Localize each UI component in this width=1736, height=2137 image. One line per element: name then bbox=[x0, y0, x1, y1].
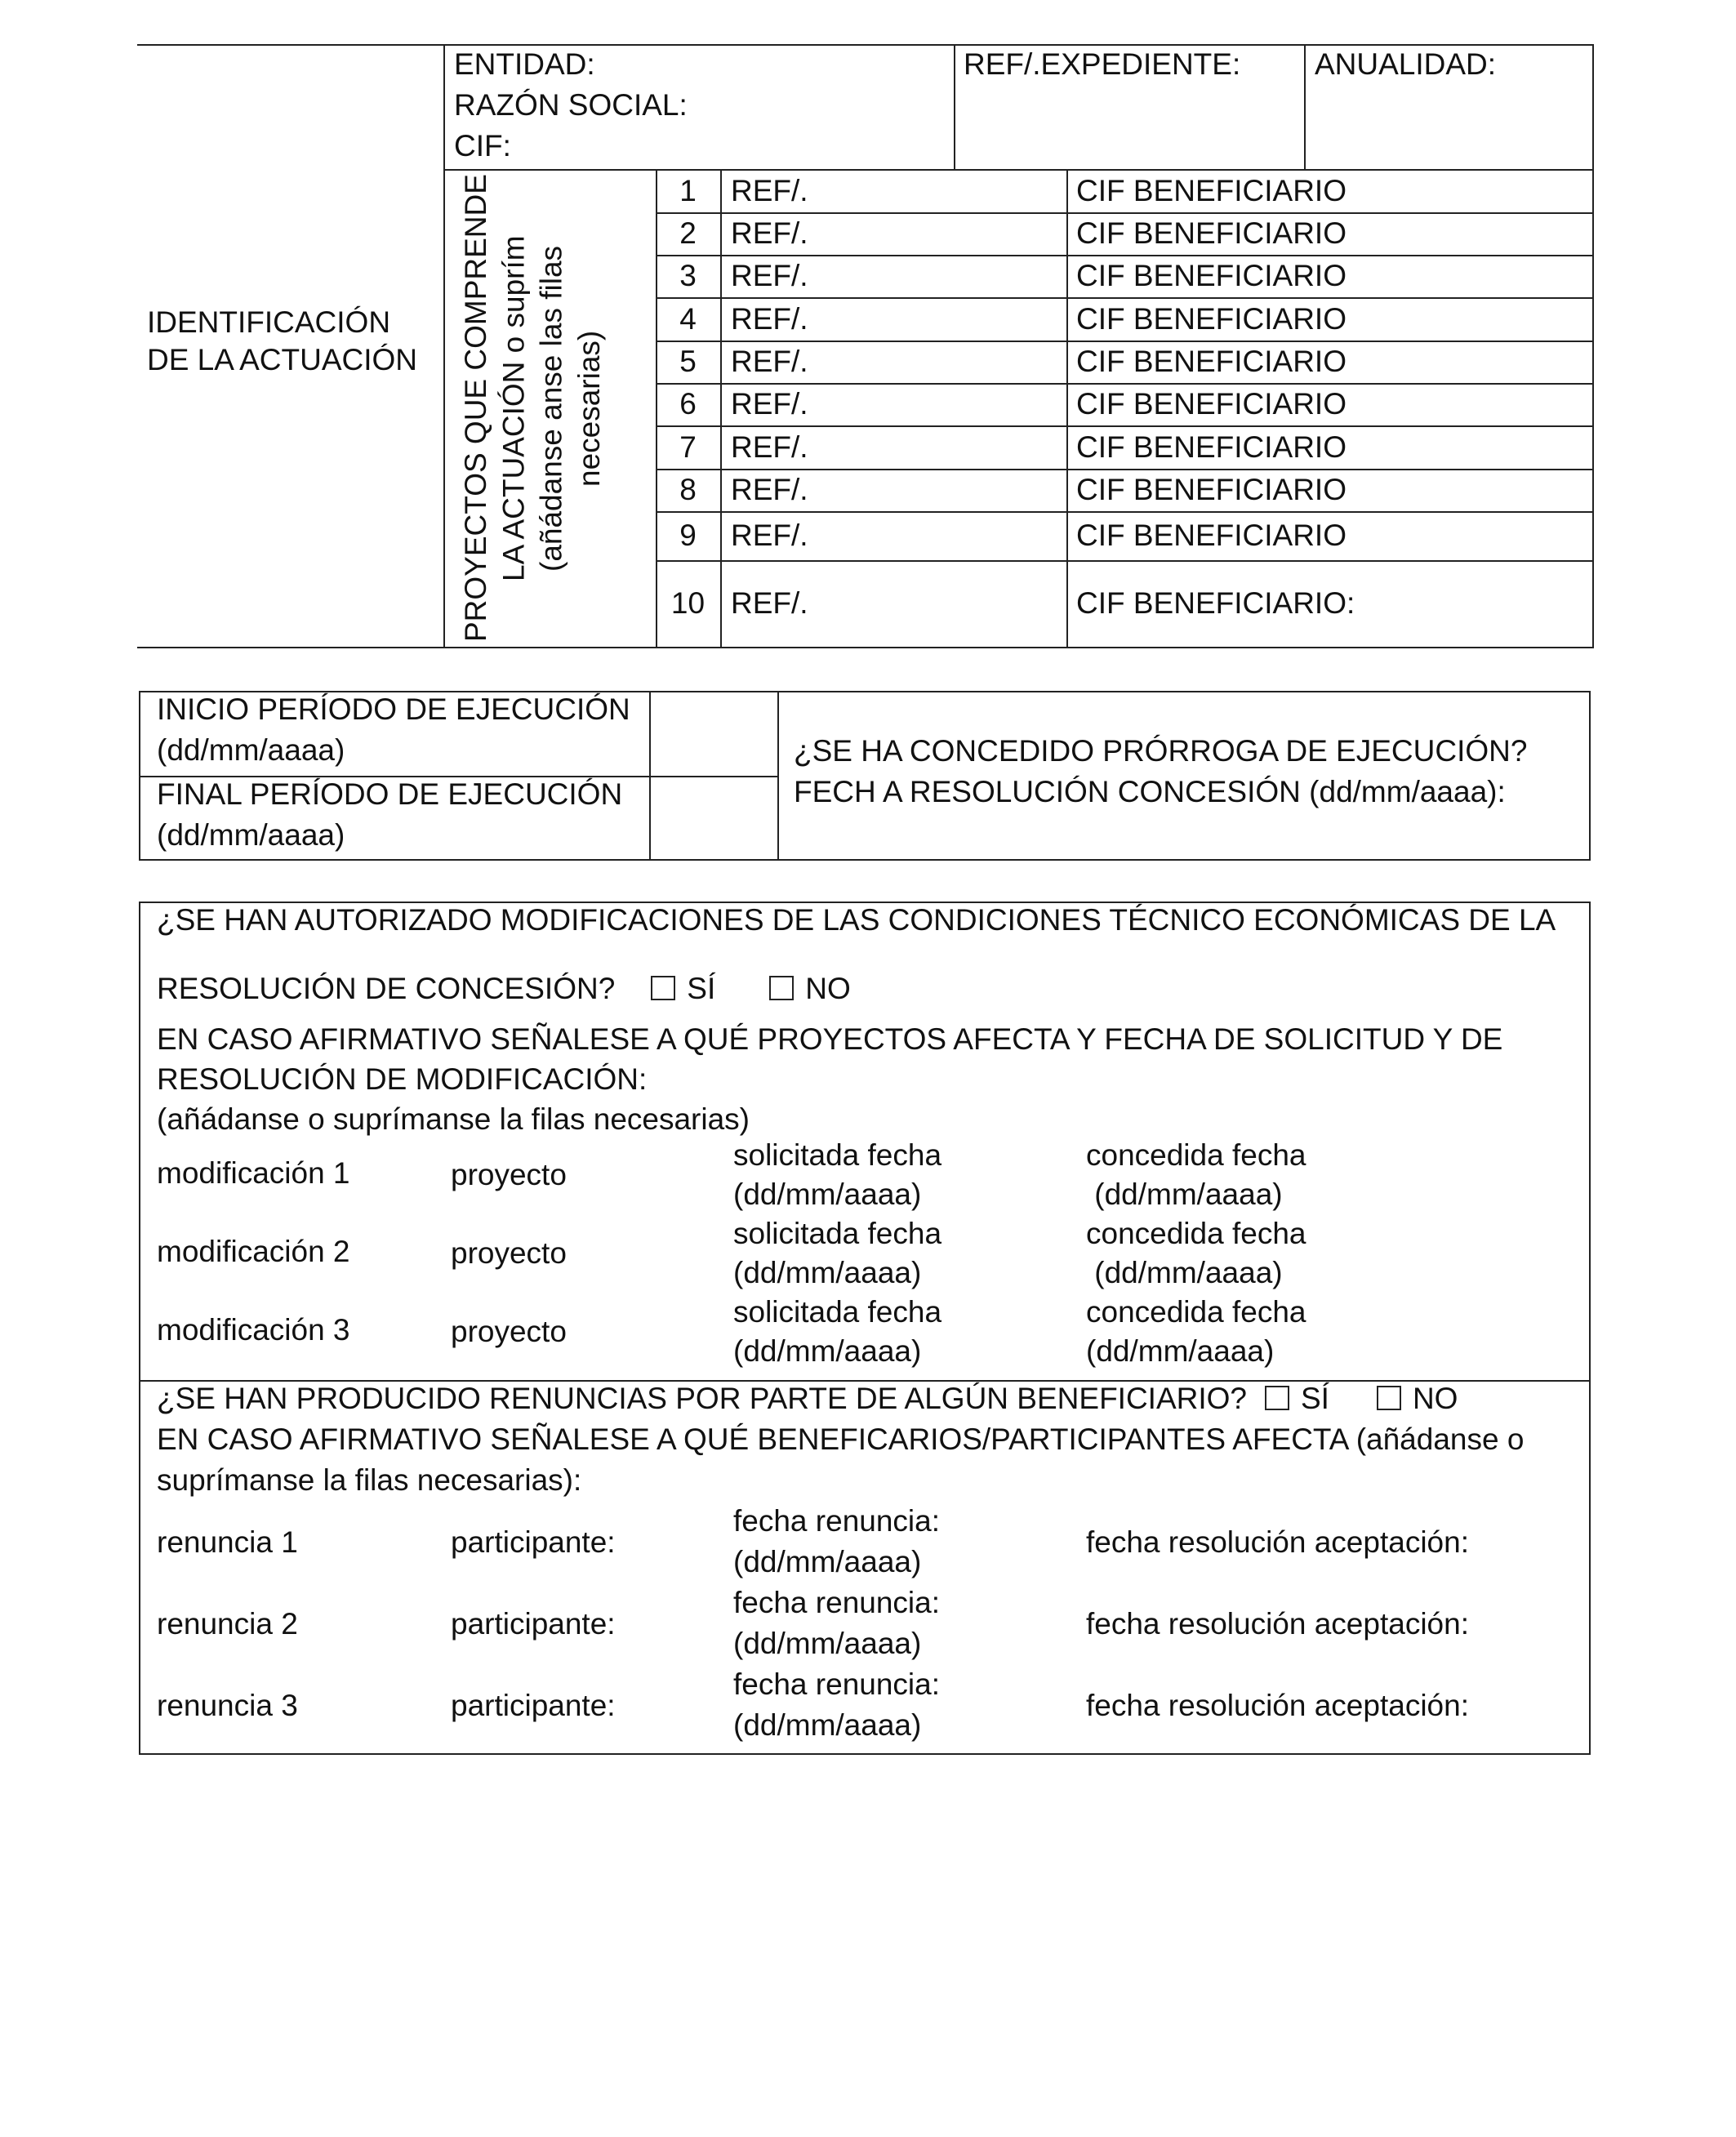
project-number: 2 bbox=[679, 216, 697, 250]
renunciations-yes-checkbox[interactable] bbox=[1265, 1386, 1289, 1410]
project-ref-label: REF/. bbox=[731, 586, 808, 620]
end-period-label: FINAL PERÍODO DE EJECUCIÓN bbox=[157, 777, 623, 811]
entity-label: ENTIDAD: bbox=[454, 47, 595, 81]
project-cif-label: CIF BENEFICIARIO bbox=[1076, 430, 1347, 464]
modification-requested-label: solicitada fecha bbox=[733, 1138, 942, 1172]
modification-row bbox=[139, 1137, 1591, 1215]
modification-label: modificación 3 bbox=[157, 1313, 350, 1347]
year-label: ANUALIDAD: bbox=[1315, 47, 1497, 81]
extension-cell bbox=[794, 732, 1527, 811]
renunciation-row bbox=[139, 1666, 1591, 1747]
project-ref-label: REF/. bbox=[731, 473, 808, 506]
end-period-value[interactable] bbox=[651, 777, 776, 859]
renunciations-question: ¿SE HAN PRODUCIDO RENUNCIAS POR PARTE DE ALGÚN BENEFICIARIO? bbox=[157, 1382, 1247, 1415]
modification-row bbox=[139, 1215, 1591, 1293]
projects-label-line3: (añádanse anse las filas bbox=[534, 245, 568, 572]
modification-granted-format: (dd/mm/aaaa) bbox=[1086, 1256, 1283, 1289]
modification-project: proyecto bbox=[451, 1315, 567, 1348]
section-label-line2: DE LA ACTUACIÓN bbox=[147, 343, 418, 377]
renunciation-label: renuncia 2 bbox=[157, 1607, 298, 1641]
renunciation-resolution-date: fecha resolución aceptación: bbox=[1086, 1607, 1469, 1641]
renunciations-instructions bbox=[157, 1421, 1524, 1499]
renunciations-no-label: NO bbox=[1412, 1382, 1458, 1415]
end-period-format: (dd/mm/aaaa) bbox=[157, 818, 345, 852]
projects-label-line4: necesarias) bbox=[572, 330, 606, 487]
modification-requested-label: solicitada fecha bbox=[733, 1217, 942, 1250]
project-number: 3 bbox=[679, 259, 697, 292]
modification-requested-date bbox=[733, 1293, 941, 1370]
projects-label-line2: LA ACTUACIÓN o suprím bbox=[496, 235, 531, 581]
renunciations-instructions-line1: EN CASO AFIRMATIVO SEÑALESE A QUÉ BENEFICARIOS/PARTICIPANTES AFECTA (añádanse o bbox=[157, 1422, 1525, 1456]
modifications-yes-label: SÍ bbox=[687, 972, 716, 1005]
modifications-yes-checkbox[interactable] bbox=[651, 976, 675, 1000]
extension-question: ¿SE HA CONCEDIDO PRÓRROGA DE EJECUCIÓN? bbox=[794, 734, 1528, 768]
modification-granted-label: concedida fecha bbox=[1086, 1217, 1306, 1250]
renunciation-date-label: fecha renuncia: bbox=[733, 1504, 941, 1538]
modification-label: modificación 2 bbox=[157, 1235, 350, 1268]
renunciation-date-format: (dd/mm/aaaa) bbox=[733, 1627, 922, 1660]
start-period-format: (dd/mm/aaaa) bbox=[157, 733, 345, 767]
renunciation-label: renuncia 1 bbox=[157, 1525, 298, 1559]
modification-requested-date bbox=[733, 1137, 941, 1213]
renunciation-date-label: fecha renuncia: bbox=[733, 1586, 941, 1619]
modification-requested-format: (dd/mm/aaaa) bbox=[733, 1256, 922, 1289]
renunciation-date bbox=[733, 1666, 940, 1744]
file-ref-label: REF/.EXPEDIENTE: bbox=[964, 47, 1241, 81]
modification-granted-date bbox=[1086, 1293, 1306, 1370]
renunciation-date bbox=[733, 1503, 940, 1581]
project-ref-label: REF/. bbox=[731, 216, 808, 250]
project-row bbox=[656, 169, 1594, 212]
extension-date-label: FECH A RESOLUCIÓN CONCESIÓN (dd/mm/aaaa): bbox=[794, 775, 1506, 808]
renunciations-yes-label: SÍ bbox=[1300, 1382, 1329, 1415]
start-period-label: INICIO PERÍODO DE EJECUCIÓN bbox=[157, 692, 630, 726]
project-row bbox=[656, 560, 1594, 647]
renunciation-resolution-date: fecha resolución aceptación: bbox=[1086, 1525, 1469, 1559]
renunciation-date-format: (dd/mm/aaaa) bbox=[733, 1708, 922, 1742]
modification-requested-date bbox=[733, 1215, 941, 1292]
project-ref-label: REF/. bbox=[731, 174, 808, 207]
modification-granted-label: concedida fecha bbox=[1086, 1295, 1306, 1329]
modifications-instructions bbox=[157, 1021, 1502, 1138]
project-ref-label: REF/. bbox=[731, 259, 808, 292]
projects-vertical-label bbox=[457, 173, 647, 643]
project-number: 1 bbox=[679, 174, 697, 207]
project-row bbox=[656, 212, 1594, 255]
end-period-cell bbox=[157, 776, 622, 854]
start-period-value[interactable] bbox=[651, 692, 776, 774]
renunciation-participant: participante: bbox=[451, 1607, 616, 1641]
cif-label: CIF: bbox=[454, 129, 511, 163]
project-cif-label: CIF BENEFICIARIO: bbox=[1076, 586, 1355, 620]
project-row bbox=[656, 297, 1594, 341]
project-number: 8 bbox=[679, 473, 697, 506]
project-cif-label: CIF BENEFICIARIO bbox=[1076, 216, 1347, 250]
project-number: 7 bbox=[679, 430, 697, 464]
modifications-question-line2: RESOLUCIÓN DE CONCESIÓN? bbox=[157, 972, 616, 1005]
modification-row bbox=[139, 1293, 1591, 1372]
project-ref-label: REF/. bbox=[731, 302, 808, 336]
project-number: 5 bbox=[679, 345, 697, 378]
project-number: 9 bbox=[679, 519, 697, 552]
project-row bbox=[656, 469, 1594, 511]
project-cif-label: CIF BENEFICIARIO bbox=[1076, 387, 1347, 421]
project-row bbox=[656, 425, 1594, 469]
renunciation-resolution-date: fecha resolución aceptación: bbox=[1086, 1689, 1469, 1722]
start-period-cell bbox=[157, 691, 630, 769]
modification-granted-format: (dd/mm/aaaa) bbox=[1086, 1334, 1275, 1368]
modification-granted-date bbox=[1086, 1215, 1306, 1292]
modification-requested-label: solicitada fecha bbox=[733, 1295, 942, 1329]
project-cif-label: CIF BENEFICIARIO bbox=[1076, 302, 1347, 336]
project-row bbox=[656, 341, 1594, 383]
modification-requested-format: (dd/mm/aaaa) bbox=[733, 1178, 922, 1211]
projects-label-line1: PROYECTOS QUE COMPRENDE bbox=[459, 174, 492, 643]
project-cif-label: CIF BENEFICIARIO bbox=[1076, 259, 1347, 292]
project-row bbox=[656, 255, 1594, 297]
modification-project: proyecto bbox=[451, 1236, 567, 1270]
renunciations-no-checkbox[interactable] bbox=[1377, 1386, 1401, 1410]
modifications-question-line2-row bbox=[157, 970, 851, 1008]
modifications-question-line1: ¿SE HAN AUTORIZADO MODIFICACIONES DE LAS CONDICIONES TÉCNICO ECONÓMICAS DE LA bbox=[157, 903, 1556, 937]
modification-label: modificación 1 bbox=[157, 1156, 350, 1190]
modification-requested-format: (dd/mm/aaaa) bbox=[733, 1334, 922, 1368]
project-cif-label: CIF BENEFICIARIO bbox=[1076, 345, 1347, 378]
renunciation-participant: participante: bbox=[451, 1689, 616, 1722]
project-ref-label: REF/. bbox=[731, 345, 808, 378]
company-name-label: RAZÓN SOCIAL: bbox=[454, 88, 688, 122]
project-number: 6 bbox=[679, 387, 697, 421]
modifications-no-checkbox[interactable] bbox=[769, 976, 794, 1000]
modification-granted-format: (dd/mm/aaaa) bbox=[1086, 1178, 1283, 1211]
modification-granted-date bbox=[1086, 1137, 1306, 1213]
section-label bbox=[147, 304, 417, 380]
modifications-add-rows-note: (añádanse o suprímanse la filas necesarias) bbox=[157, 1102, 750, 1136]
project-row bbox=[656, 511, 1594, 560]
modification-granted-label: concedida fecha bbox=[1086, 1138, 1306, 1172]
renunciations-instructions-line2: suprímanse la filas necesarias): bbox=[157, 1463, 582, 1497]
project-number: 10 bbox=[670, 586, 706, 620]
renunciation-date-label: fecha renuncia: bbox=[733, 1667, 941, 1701]
project-ref-label: REF/. bbox=[731, 519, 808, 552]
project-cif-label: CIF BENEFICIARIO bbox=[1076, 174, 1347, 207]
modifications-no-label: NO bbox=[805, 972, 851, 1005]
project-number: 4 bbox=[679, 302, 697, 336]
section-label-line1: IDENTIFICACIÓN bbox=[147, 305, 391, 339]
renunciation-row bbox=[139, 1503, 1591, 1584]
modifications-instructions-line1: EN CASO AFIRMATIVO SEÑALESE A QUÉ PROYECTOS AFECTA Y FECHA DE SOLICITUD Y DE bbox=[157, 1022, 1503, 1056]
renunciation-row bbox=[139, 1584, 1591, 1666]
renunciations-question-row bbox=[157, 1380, 1458, 1418]
project-ref-label: REF/. bbox=[731, 430, 808, 464]
renunciation-date bbox=[733, 1584, 940, 1663]
project-cif-label: CIF BENEFICIARIO bbox=[1076, 473, 1347, 506]
renunciation-date-format: (dd/mm/aaaa) bbox=[733, 1545, 922, 1578]
modifications-instructions-line2: RESOLUCIÓN DE MODIFICACIÓN: bbox=[157, 1062, 648, 1096]
modification-project: proyecto bbox=[451, 1158, 567, 1191]
project-row bbox=[656, 383, 1594, 425]
project-ref-label: REF/. bbox=[731, 387, 808, 421]
project-cif-label: CIF BENEFICIARIO bbox=[1076, 519, 1347, 552]
renunciation-participant: participante: bbox=[451, 1525, 616, 1559]
renunciation-label: renuncia 3 bbox=[157, 1689, 298, 1722]
entity-block bbox=[454, 46, 688, 165]
